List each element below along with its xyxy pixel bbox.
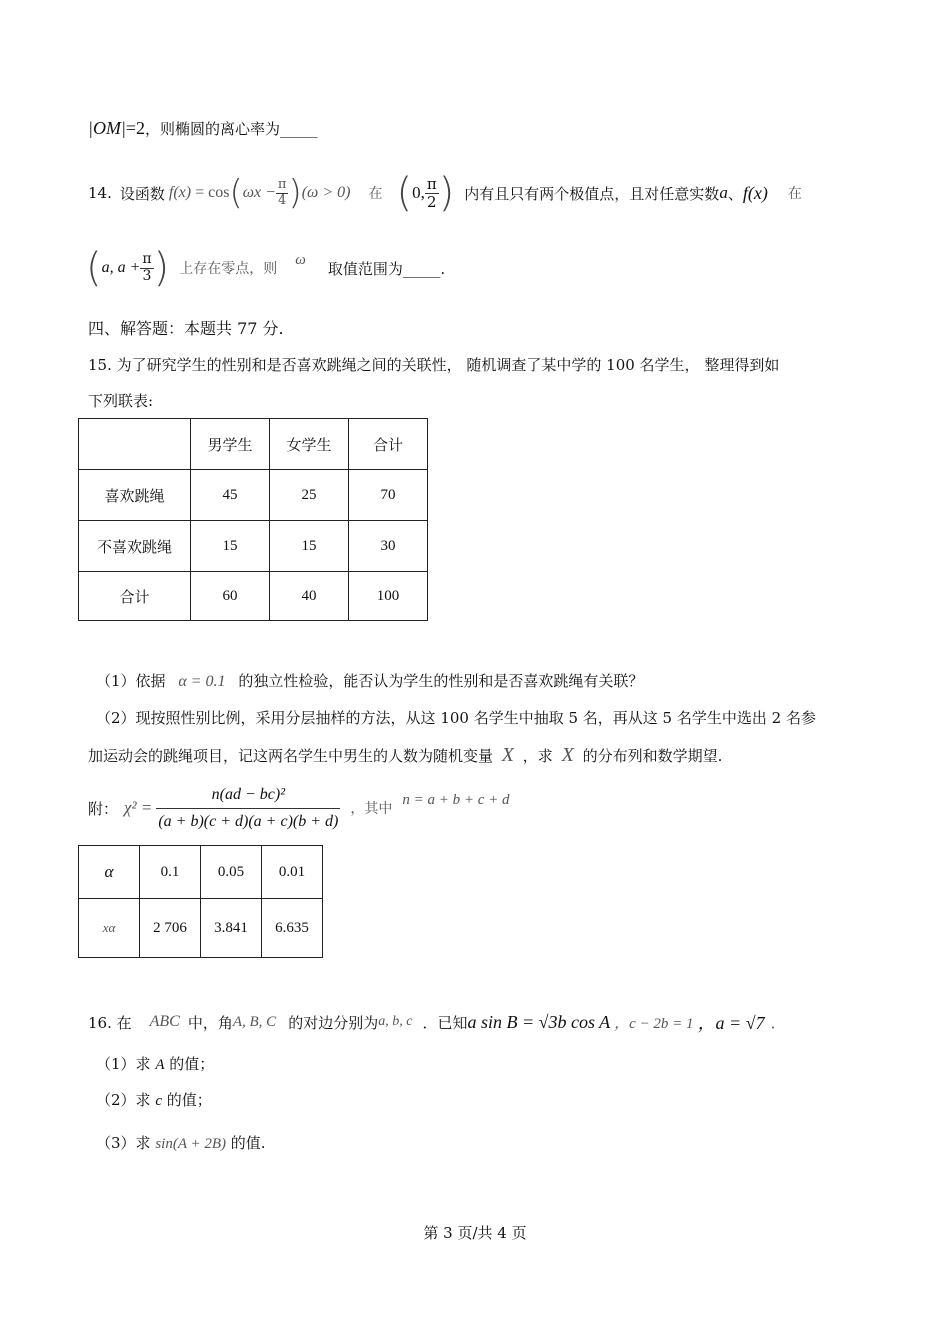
q14-paren-left: ( — [229, 173, 243, 213]
row-label: 不喜欢跳绳 — [79, 521, 191, 572]
q15-part2-b: ，求 — [522, 747, 553, 765]
table-row — [79, 846, 323, 899]
q16-p3-a: （3）求 — [96, 1134, 151, 1152]
q16-part1 — [96, 1053, 214, 1074]
q16-p1-b: 的值； — [169, 1055, 215, 1073]
q16-cond2: ，c − 2b = 1 — [614, 1015, 694, 1032]
q14-l2-paren-right: ) — [153, 245, 170, 291]
table-header-row — [79, 419, 428, 470]
q14-mid: 内有且只有两个极值点，且对任意实数 — [464, 184, 720, 203]
q16-part2 — [96, 1089, 212, 1110]
formula-where: ，其中 — [350, 801, 393, 817]
q16-a: 16. 在 — [88, 1013, 132, 1032]
table-row — [79, 572, 428, 621]
q15-part1 — [96, 670, 643, 691]
critical-value-table — [78, 845, 323, 958]
q14-two: 2 — [426, 192, 437, 211]
formula-n: n = a + b + c + d — [402, 791, 510, 808]
q14-four: 4 — [278, 192, 287, 208]
q14-arg: ωx − — [242, 184, 276, 201]
q16-cond1: a sin B = √3b cos A — [467, 1011, 611, 1032]
table-cell: 40 — [270, 572, 349, 621]
q14-number: 14. — [88, 184, 112, 202]
formula-label: 附： — [88, 799, 119, 818]
q15-part2-a: 加运动会的跳绳项目，记这两名学生中男生的人数为随机变量 — [88, 747, 494, 765]
table-row — [79, 470, 428, 521]
om-eq: =2 — [125, 118, 146, 138]
q15-line2: 下列联表: — [88, 392, 154, 410]
q14-pi-frac — [276, 178, 289, 208]
table-cell: 30 — [349, 521, 428, 572]
table-cell: 15 — [191, 521, 270, 572]
q14-a: a — [719, 183, 728, 202]
q14-pi2-frac — [425, 176, 439, 210]
q14-at: 在 — [787, 186, 802, 202]
q16-p3-v: sin(A + 2B) — [155, 1136, 226, 1152]
q15-part2-c: 的分布列和数学期望. — [582, 747, 723, 765]
q14-lead: 设函数 — [119, 184, 165, 203]
q14-interval-right: ) — [438, 170, 455, 216]
table-row — [79, 521, 428, 572]
row-label: 合计 — [79, 572, 191, 621]
q16-stem — [88, 1008, 786, 1036]
formula-den: (a + b)(c + d)(a + c)(b + d) — [158, 812, 339, 830]
q16-b: 中，角 — [187, 1013, 233, 1032]
q14-pi-b: π — [426, 175, 437, 193]
table-row — [79, 899, 323, 958]
table-cell: 2 706 — [140, 899, 201, 958]
table-cell: 0.05 — [201, 846, 262, 899]
q14-line1 — [88, 168, 802, 218]
q15-part2-X2: X — [561, 744, 574, 766]
q16-p2-a: （2）求 — [96, 1091, 151, 1109]
formula-lhs: χ² = — [124, 798, 153, 817]
table-cell: 100 — [349, 572, 428, 621]
table-cell: 60 — [191, 572, 270, 621]
q15-part1-b: 的独立性检验，能否认为学生的性别和是否喜欢跳绳有关联？ — [238, 672, 644, 690]
q16-abc: ABC — [149, 1013, 180, 1030]
q16-p2-b: 的值； — [166, 1091, 212, 1109]
x-alpha-label: xα — [79, 899, 140, 958]
header-cell — [79, 419, 191, 470]
q14-func-lhs: f(x) — [168, 184, 192, 201]
q16-p2-v: c — [155, 1093, 162, 1109]
alpha-label: α — [79, 846, 140, 899]
q14-paren-right: ) — [288, 173, 302, 213]
q14-fx: f(x) — [742, 182, 768, 203]
q14-pi: π — [277, 177, 287, 193]
q14-cond: (ω > 0) — [301, 184, 351, 201]
q15-part1-alpha: α = 0.1 — [178, 673, 226, 690]
section-heading: 四、解答题：本题共 77 分. — [88, 319, 284, 338]
header-cell: 男学生 — [191, 419, 270, 470]
q16-p1-v: A — [155, 1057, 165, 1073]
q15-line1: 15. 为了研究学生的性别和是否喜欢跳绳之间的关联性， 随机调查了某中学的 100 名学生， 整理得到如 — [88, 356, 780, 374]
q14-interval-a: a, a + — [101, 259, 141, 276]
q13-rest: ，则椭圆的离心率为_____ — [145, 120, 318, 138]
formula-num: n(ad − bc)² — [156, 786, 340, 809]
header-cell: 女学生 — [270, 419, 349, 470]
q15-part2-line2 — [88, 744, 722, 767]
q15-part2-X: X — [501, 744, 515, 766]
table-cell: 3.841 — [201, 899, 262, 958]
q13-tail — [88, 118, 318, 139]
q16-c: 的对边分别为 — [288, 1013, 379, 1032]
page-footer: 第 3 页/共 4 页 — [423, 1224, 527, 1242]
table-cell: 0.1 — [140, 846, 201, 899]
om-abs: |OM| — [88, 118, 126, 138]
table-cell: 6.635 — [262, 899, 323, 958]
table-cell: 25 — [270, 470, 349, 521]
q14-l2-paren-left: ( — [86, 245, 102, 291]
q14-dun: 、 — [727, 184, 743, 203]
q14-tail: 上存在零点，则 — [179, 261, 278, 277]
q14-interval-left: ( — [396, 170, 413, 216]
table-cell: 70 — [349, 470, 428, 521]
table-cell: 0.01 — [262, 846, 323, 899]
table-cell: 15 — [270, 521, 349, 572]
q16-sides: a, b, c — [378, 1014, 413, 1029]
q16-d: ．已知 — [422, 1013, 468, 1032]
q14-func-rhs: = cos — [195, 184, 230, 201]
q16-cond3: ，a = √7 — [697, 1013, 765, 1033]
header-cell: 合计 — [349, 419, 428, 470]
chi-formula — [88, 780, 510, 836]
q14-in: 在 — [368, 186, 383, 202]
q16-part3 — [96, 1132, 266, 1153]
q15-part1-a: （1）依据 — [96, 672, 166, 690]
contingency-table — [78, 418, 428, 621]
q14-range: 取值范围为_____. — [327, 259, 446, 278]
q16-p3-b: 的值. — [230, 1134, 266, 1152]
q14-omega: ω — [295, 251, 306, 268]
formula-frac — [156, 786, 340, 830]
row-label: 喜欢跳绳 — [79, 470, 191, 521]
q16-angles: A, B, C — [232, 1013, 277, 1030]
table-cell: 45 — [191, 470, 270, 521]
q14-three: 3 — [142, 267, 152, 284]
q14-pi-c: π — [142, 251, 152, 268]
q16-p1-a: （1）求 — [96, 1055, 151, 1073]
q14-pi3-frac — [140, 252, 153, 284]
q16-dot: ． — [770, 1013, 786, 1032]
q14-line2 — [86, 242, 445, 294]
q14-zero: 0, — [412, 183, 425, 202]
q15-part2-line1: （2）现按照性别比例，采用分层抽样的方法，从这 100 名学生中抽取 5 名，再从这 5 名学生中选出 2 名参 — [96, 709, 816, 727]
